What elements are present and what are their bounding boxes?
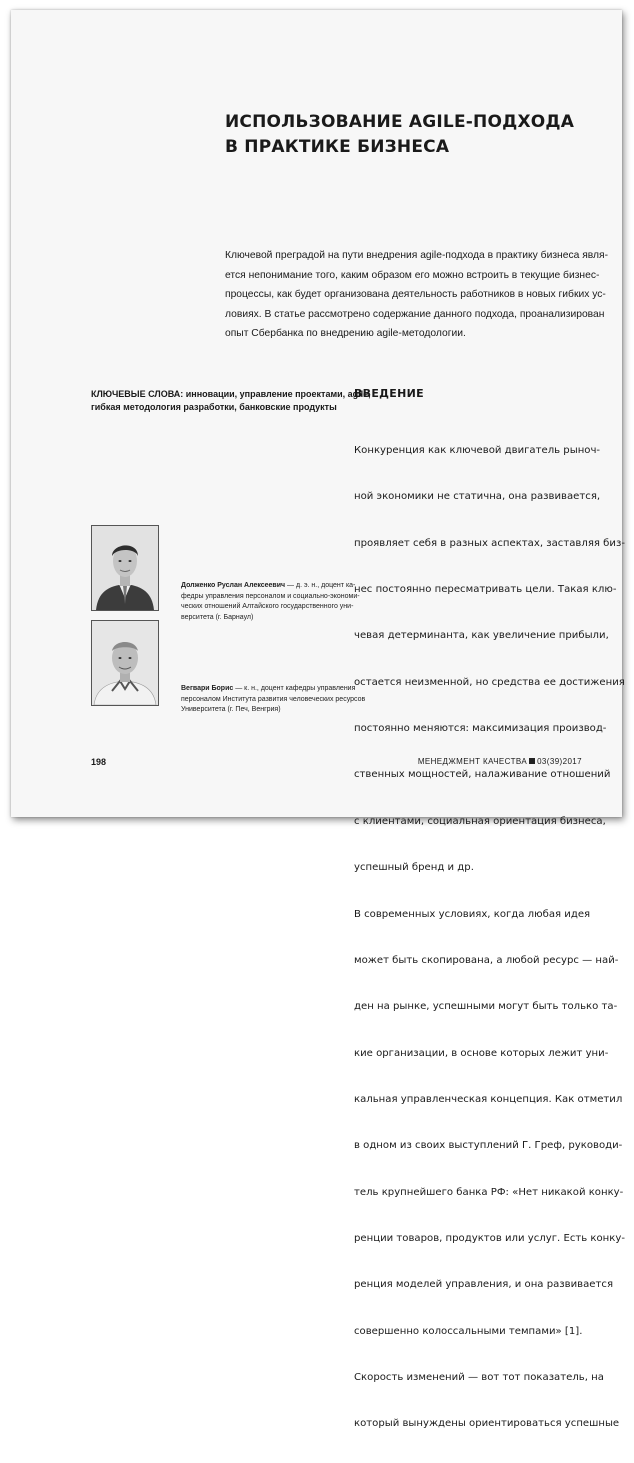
body-line: кие организации, в основе которых лежит уни- (354, 1047, 609, 1059)
title-line: В ПРАКТИКЕ БИЗНЕСА (225, 137, 450, 157)
author-name: Вегвари Борис (181, 685, 234, 692)
body-line: ренция моделей управления, и она развивается (354, 1279, 614, 1291)
bio-line: персоналом Института развития человеческих ресурсов (181, 695, 366, 703)
author-portrait-icon (92, 621, 158, 705)
author-photo (91, 525, 159, 611)
article-title (225, 110, 605, 160)
abstract-line: опыт Сбербанка по внедрению agile-методологии. (225, 328, 466, 340)
body-line: чевая детерминанта, как увеличение прибыли, (354, 630, 609, 642)
bio-line: ческих отношений Алтайского государственного уни- (181, 603, 354, 611)
body-line: В современных условиях, когда любая идея (354, 908, 591, 920)
bio-text: — д. э. н., доцент ка- (285, 582, 356, 589)
body-line: нес постоянно пересматривать цели. Такая клю- (354, 583, 617, 595)
page-sheet (11, 10, 625, 1430)
page-number: 198 (91, 757, 107, 767)
body-line: в одном из своих выступлений Г. Греф, руководи- (354, 1140, 623, 1152)
article-abstract (225, 246, 609, 344)
body-line: кальная управленческая концепция. Как отметил (354, 1093, 623, 1105)
abstract-line: Ключевой преградой на пути внедрения agile-подхода в практику бизнеса явля- (225, 250, 609, 261)
bio-line: Университета (г. Печ, Венгрия) (181, 706, 281, 714)
journal-name: МЕНЕДЖМЕНТ КАЧЕСТВА (417, 757, 528, 766)
body-line: тель крупнейшего банка РФ: «Нет никакой конку- (354, 1186, 624, 1198)
author-bio (181, 684, 366, 716)
body-line: который вынуждены ориентироваться успешные (354, 1418, 620, 1430)
body-line: Скорость изменений — вот тот показатель, на (354, 1372, 604, 1384)
keywords (91, 388, 371, 414)
bio-line: верситета (г. Барнаул) (181, 613, 254, 621)
body-line: ственных мощностей, налаживание отношений (354, 769, 611, 781)
body-line: ден на рынке, успешными могут быть только та- (354, 1001, 618, 1013)
body-line: постоянно меняются: максимизация производ- (354, 723, 607, 735)
body-line: успешный бренд и др. (354, 862, 474, 874)
body-line: Конкуренция как ключевой двигатель рыноч- (354, 444, 601, 456)
body-line: совершенно колоссальными темпами» [1]. (354, 1325, 583, 1337)
author-bio (181, 581, 360, 623)
article-body (354, 412, 625, 1463)
body-line: ной экономики не статична, она развивается, (354, 491, 601, 503)
keywords-line: гибкая методология разработки, банковские продукты (91, 402, 337, 412)
body-line: может быть скопирована, а любой ресурс — най- (354, 954, 619, 966)
section-heading-introduction: ВВЕДЕНИЕ (354, 387, 424, 400)
author-portrait-icon (92, 526, 158, 610)
abstract-line: ется непонимание того, каким образом его можно встроить в текущие бизнес- (225, 269, 600, 281)
title-line: ИСПОЛЬЗОВАНИЕ AGILE-ПОДХОДА (225, 112, 575, 132)
abstract-line: ловиях. В статье рассмотрено содержание данного подхода, проанализирован (225, 308, 605, 320)
bio-line: федры управления персоналом и социально-экономи- (181, 592, 360, 600)
keywords-line: КЛЮЧЕВЫЕ СЛОВА: инновации, управление проектами, agile, (91, 389, 371, 399)
body-line: остается неизменной, но средства ее достижения (354, 676, 625, 688)
abstract-line: процессы, как будет организована деятельность работников в новых гибких ус- (225, 289, 606, 301)
bio-line (181, 581, 356, 592)
author-photo (91, 620, 159, 706)
body-line: ренции товаров, продуктов или услуг. Есть конку- (354, 1233, 625, 1245)
square-icon (529, 758, 535, 764)
author-name: Долженко Руслан Алексеевич (181, 582, 286, 589)
body-line: с клиентами, социальная ориентация бизнеса, (354, 815, 606, 827)
journal-issue: 03(39)2017 (537, 757, 582, 766)
journal-footer (418, 757, 582, 766)
bio-text: — к. н., доцент кафедры управления (233, 685, 356, 692)
body-line: проявляет себя в разных аспектах, заставляя биз- (354, 537, 625, 549)
bio-line (181, 684, 356, 695)
